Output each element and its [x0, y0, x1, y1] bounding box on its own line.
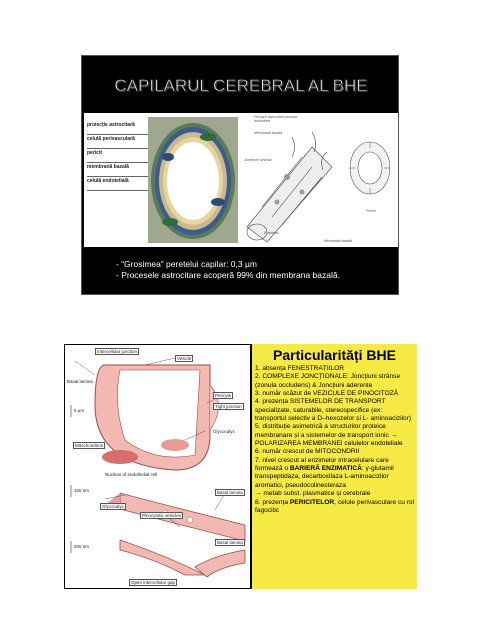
capillary-cross-section: [148, 117, 238, 243]
item-7-rest: : γ-glutamil transpeptidaza, decarboxilaza L-aminoacizilor aromatici, pseudocolinesteraza: [255, 465, 394, 489]
label-endothelial-cell: celulă endotelială: [87, 177, 151, 191]
label-pericyte: Pericyte: [215, 393, 232, 398]
bullet-astrocyte-coverage: - Procesele astrocitare acoperă 99% din membrana bazală.: [116, 270, 340, 280]
caption-endothelium: Endoteliu: [264, 231, 279, 235]
label-glycocalyx: Glycocalyx: [213, 429, 235, 434]
label-vesicle: Vesicle: [177, 356, 192, 361]
item-1: 1. absența FENESTRAȚIILOR: [255, 365, 345, 372]
label-astrocyte-projection: proiecție astrocitară: [87, 121, 151, 135]
caption-tight-junction: Joncțiune strânsă: [244, 158, 272, 162]
capillary-3d-illustration: [242, 117, 342, 243]
item-7: [255, 457, 415, 490]
caption-pericyte: Pericit: [366, 209, 376, 213]
label-mitochondrion: Mitochondrion: [75, 443, 104, 448]
capillary-small-section: [346, 133, 394, 203]
label-basal-membrane: membrană bazală: [87, 163, 151, 177]
label-5um: 5 µm: [74, 408, 85, 413]
label-intercellular-junction: Intercellular junction: [97, 349, 138, 354]
label-pinocytic-vesicles: Pinocytotic vesicles: [142, 513, 182, 518]
item-6: 6. număr crescut de MITOCONDRII: [255, 448, 360, 456]
item-4: 4. prezența SISTEMELOR DE TRANSPORT specializate, saturabile, stereospecifice (ex: transportul selectiv a D–hexozelor și L- aminoacizilor): [255, 398, 412, 423]
item-3: 3. număr scăzut de VEZICULE DE PINOCITOZĂ: [255, 390, 399, 398]
item-7-bold: BARIERĂ ENZIMATICĂ: [289, 465, 362, 473]
label-basal-lamina-1: Basal lamina: [67, 379, 93, 384]
item-8-bold: PERICITELOR: [289, 498, 335, 506]
bullet-capillary-wall: - “Grosimea” peretelui capilar: 0,3 µm: [116, 259, 257, 269]
item-8: [255, 499, 415, 516]
item-7-note: → metab subst. plasmatice și cerebrale: [255, 490, 371, 498]
slide-2: [64, 344, 417, 589]
label-pericyte: pericit: [87, 149, 151, 163]
item-5: 5. distribuție asimetrică a structurilor proteice membranare și a sistemelor de transport ionic → POLARIZAREA MEMBRANEI celulelor endoteliale: [255, 423, 403, 448]
slide-1-bullets: [116, 259, 396, 281]
capillary-figure-labels: [87, 121, 151, 191]
item-8-rest: , celule perivasculare cu rol fagocitic: [255, 498, 415, 514]
particularities-list: [255, 365, 415, 515]
item-2: 2. COMPLEXE JONCȚIONALE: Joncțiuni strânse (zonula occludens) & Joncțiuni aderente: [255, 373, 401, 389]
label-200nm: 200 nm: [74, 544, 90, 549]
endothelium-figure: [65, 345, 250, 588]
slide-1-title: CAPILARUL CEREBRAL AL BHE: [114, 76, 368, 95]
particularities-panel: [252, 344, 417, 589]
caption-basal-membrane-2: Membrană bazală: [324, 239, 353, 243]
slide-2-title: Particularități BHE: [273, 347, 396, 363]
label-perivascular-cell: celulă perivasculară: [87, 135, 151, 149]
item-7-text: 7. nivel crescut al enzimelor intracelulare care formează o: [255, 456, 389, 473]
item-8-text: 8. prezența: [255, 498, 288, 506]
label-basal-lamina-2: Basal lamina: [217, 490, 243, 495]
caption-astrocyte-feet: Picioare astrocitare procese astrocitare: [254, 115, 298, 123]
label-tight-junction: Tight junction: [215, 404, 242, 409]
slide-1: [81, 55, 399, 295]
label-open-gap: Open intercellular gap: [131, 580, 176, 585]
caption-basal-membrane: Membrană bazală: [254, 131, 283, 135]
label-100nm: 100 nm: [74, 488, 90, 493]
label-basal-lamina-3: Basal lamina: [217, 540, 243, 545]
capillary-figure: [84, 113, 398, 247]
label-nucleus: Nucleus of endothelial cell: [105, 472, 158, 477]
label-glycocalyx-2: Glycocalyx: [102, 504, 124, 509]
